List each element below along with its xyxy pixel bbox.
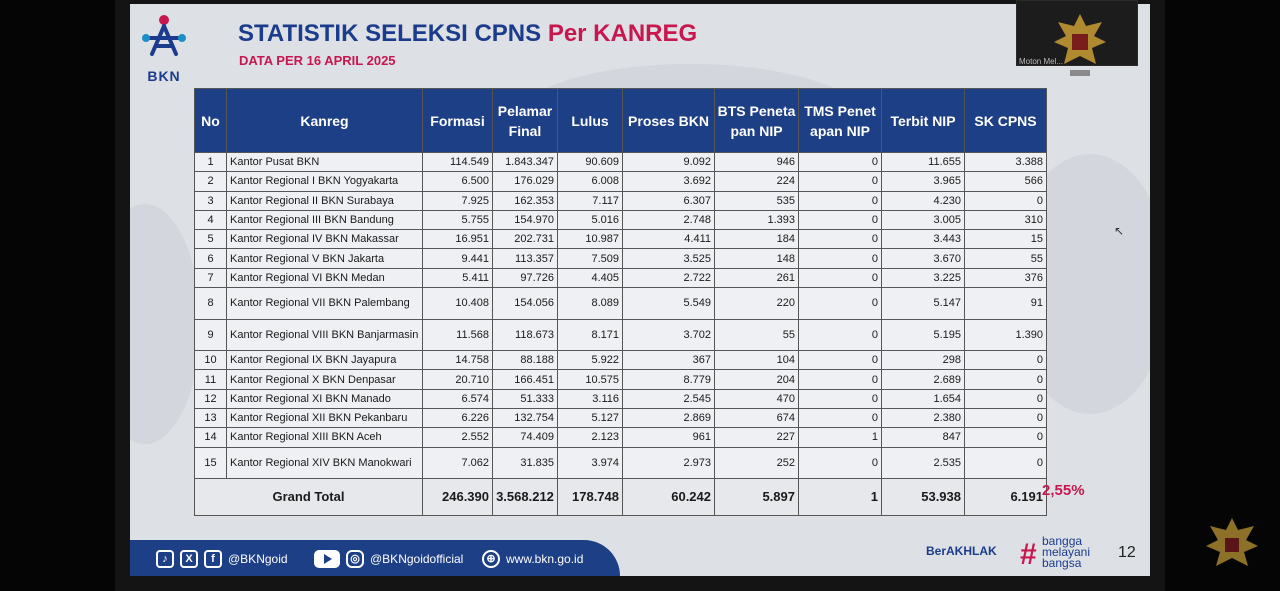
cell-lulus: 10.987 bbox=[558, 230, 623, 249]
cell-no: 3 bbox=[195, 191, 227, 210]
cell-formasi: 16.951 bbox=[423, 230, 493, 249]
header-formasi: Formasi bbox=[423, 89, 493, 153]
cell-name: Kantor Regional X BKN Denpasar bbox=[227, 370, 423, 389]
cell-tms: 1 bbox=[799, 428, 882, 447]
garuda-emblem-icon bbox=[1048, 8, 1112, 84]
cell-formasi: 11.568 bbox=[423, 319, 493, 351]
cell-pelamar: 162.353 bbox=[493, 191, 558, 210]
cell-proses: 5.549 bbox=[623, 288, 715, 320]
cell-tms: 0 bbox=[799, 370, 882, 389]
cell-bts: 224 bbox=[715, 172, 799, 191]
cell-proses: 3.702 bbox=[623, 319, 715, 351]
cell-sk: 0 bbox=[965, 408, 1047, 427]
cell-formasi: 6.226 bbox=[423, 408, 493, 427]
bangga-line-3: bangsa bbox=[1042, 556, 1082, 570]
cell-bts: 470 bbox=[715, 389, 799, 408]
instagram-icon[interactable]: ◎ bbox=[346, 550, 364, 568]
cell-proses: 367 bbox=[623, 351, 715, 370]
total-sk: 6.191 bbox=[965, 479, 1047, 516]
cell-lulus: 3.974 bbox=[558, 447, 623, 479]
header-proses: Proses BKN bbox=[623, 89, 715, 153]
social-handle-2[interactable]: @BKNgoidofficial bbox=[370, 552, 464, 566]
total-proses: 60.242 bbox=[623, 479, 715, 516]
facebook-icon[interactable]: f bbox=[204, 550, 222, 568]
cell-proses: 4.411 bbox=[623, 230, 715, 249]
cell-terbit: 3.670 bbox=[882, 249, 965, 268]
cell-proses: 2.545 bbox=[623, 389, 715, 408]
grand-total-row bbox=[195, 479, 1047, 516]
cell-lulus: 10.575 bbox=[558, 370, 623, 389]
cell-no: 6 bbox=[195, 249, 227, 268]
cell-no: 4 bbox=[195, 210, 227, 229]
slide-title-main: STATISTIK SELEKSI CPNS bbox=[238, 20, 548, 47]
table-row bbox=[195, 288, 1047, 320]
cell-no: 5 bbox=[195, 230, 227, 249]
stats-table bbox=[194, 88, 1047, 516]
cell-sk: 15 bbox=[965, 230, 1047, 249]
cell-bts: 1.393 bbox=[715, 210, 799, 229]
tiktok-icon[interactable]: ♪ bbox=[156, 550, 174, 568]
youtube-icon[interactable] bbox=[314, 550, 340, 568]
table-row bbox=[195, 447, 1047, 479]
cell-no: 14 bbox=[195, 428, 227, 447]
website-group bbox=[482, 550, 583, 568]
page-number: 12 bbox=[1118, 544, 1136, 561]
cell-pelamar: 202.731 bbox=[493, 230, 558, 249]
x-twitter-icon[interactable]: X bbox=[180, 550, 198, 568]
social-group-1 bbox=[156, 550, 288, 568]
cell-tms: 0 bbox=[799, 249, 882, 268]
cell-tms: 0 bbox=[799, 210, 882, 229]
cell-formasi: 9.441 bbox=[423, 249, 493, 268]
cell-proses: 2.722 bbox=[623, 268, 715, 287]
cell-terbit: 847 bbox=[882, 428, 965, 447]
cell-no: 12 bbox=[195, 389, 227, 408]
table-row bbox=[195, 389, 1047, 408]
cell-terbit: 1.654 bbox=[882, 389, 965, 408]
header-lulus: Lulus bbox=[558, 89, 623, 153]
header-kanreg: Kanreg bbox=[227, 89, 423, 153]
table-row bbox=[195, 319, 1047, 351]
cell-formasi: 7.925 bbox=[423, 191, 493, 210]
cell-no: 15 bbox=[195, 447, 227, 479]
cell-bts: 104 bbox=[715, 351, 799, 370]
cell-formasi: 20.710 bbox=[423, 370, 493, 389]
slide bbox=[130, 4, 1150, 576]
cell-terbit: 4.230 bbox=[882, 191, 965, 210]
cell-no: 7 bbox=[195, 268, 227, 287]
header-sk: SK CPNS bbox=[965, 89, 1047, 153]
cell-lulus: 5.922 bbox=[558, 351, 623, 370]
cell-lulus: 4.405 bbox=[558, 268, 623, 287]
table-row bbox=[195, 153, 1047, 172]
cell-tms: 0 bbox=[799, 389, 882, 408]
table-row bbox=[195, 191, 1047, 210]
cell-lulus: 6.008 bbox=[558, 172, 623, 191]
table-row bbox=[195, 210, 1047, 229]
cell-pelamar: 154.056 bbox=[493, 288, 558, 320]
cell-name: Kantor Pusat BKN bbox=[227, 153, 423, 172]
cell-tms: 0 bbox=[799, 268, 882, 287]
total-tms: 1 bbox=[799, 479, 882, 516]
cell-name: Kantor Regional V BKN Jakarta bbox=[227, 249, 423, 268]
cell-proses: 2.748 bbox=[623, 210, 715, 229]
cell-pelamar: 1.843.347 bbox=[493, 153, 558, 172]
cell-pelamar: 132.754 bbox=[493, 408, 558, 427]
cell-formasi: 5.755 bbox=[423, 210, 493, 229]
cell-pelamar: 97.726 bbox=[493, 268, 558, 287]
table-row bbox=[195, 370, 1047, 389]
cell-no: 2 bbox=[195, 172, 227, 191]
cell-bts: 220 bbox=[715, 288, 799, 320]
cell-pelamar: 51.333 bbox=[493, 389, 558, 408]
cell-formasi: 6.500 bbox=[423, 172, 493, 191]
cell-lulus: 8.089 bbox=[558, 288, 623, 320]
cell-pelamar: 166.451 bbox=[493, 370, 558, 389]
cell-sk: 55 bbox=[965, 249, 1047, 268]
table-row bbox=[195, 268, 1047, 287]
cell-pelamar: 31.835 bbox=[493, 447, 558, 479]
total-pelamar: 3.568.212 bbox=[493, 479, 558, 516]
cell-no: 1 bbox=[195, 153, 227, 172]
cell-bts: 674 bbox=[715, 408, 799, 427]
map-background bbox=[130, 204, 200, 444]
cell-terbit: 2.689 bbox=[882, 370, 965, 389]
cell-lulus: 7.509 bbox=[558, 249, 623, 268]
cell-name: Kantor Regional VII BKN Palembang bbox=[227, 288, 423, 320]
cell-pelamar: 176.029 bbox=[493, 172, 558, 191]
cell-no: 10 bbox=[195, 351, 227, 370]
cell-bts: 946 bbox=[715, 153, 799, 172]
total-formasi: 246.390 bbox=[423, 479, 493, 516]
hashtag-icon: # bbox=[1020, 538, 1037, 571]
cell-no: 11 bbox=[195, 370, 227, 389]
cell-tms: 0 bbox=[799, 408, 882, 427]
bangga-line-1: bangga bbox=[1042, 534, 1083, 548]
globe-icon: ⊕ bbox=[482, 550, 500, 568]
table-row bbox=[195, 408, 1047, 427]
mouse-cursor-icon: ↖ bbox=[1114, 224, 1125, 238]
cell-lulus: 8.171 bbox=[558, 319, 623, 351]
header-no: No bbox=[195, 89, 227, 153]
cell-bts: 148 bbox=[715, 249, 799, 268]
table-row bbox=[195, 249, 1047, 268]
cell-sk: 0 bbox=[965, 351, 1047, 370]
cell-terbit: 3.005 bbox=[882, 210, 965, 229]
side-percentage: 2,55% bbox=[1042, 482, 1085, 499]
cell-no: 9 bbox=[195, 319, 227, 351]
cell-formasi: 6.574 bbox=[423, 389, 493, 408]
cell-proses: 2.973 bbox=[623, 447, 715, 479]
cell-bts: 55 bbox=[715, 319, 799, 351]
cell-formasi: 10.408 bbox=[423, 288, 493, 320]
total-lulus: 178.748 bbox=[558, 479, 623, 516]
cell-name: Kantor Regional XI BKN Manado bbox=[227, 389, 423, 408]
cell-tms: 0 bbox=[799, 288, 882, 320]
cell-terbit: 5.147 bbox=[882, 288, 965, 320]
cell-formasi: 14.758 bbox=[423, 351, 493, 370]
slide-subtitle: DATA PER 16 APRIL 2025 bbox=[239, 53, 396, 68]
table-row bbox=[195, 230, 1047, 249]
garuda-watermark-icon bbox=[1200, 512, 1264, 576]
bkn-logo bbox=[138, 10, 190, 84]
cell-sk: 0 bbox=[965, 191, 1047, 210]
cell-lulus: 5.016 bbox=[558, 210, 623, 229]
berakhlak-logo: BerAKHLAK bbox=[926, 544, 997, 558]
table-row bbox=[195, 172, 1047, 191]
cell-pelamar: 113.357 bbox=[493, 249, 558, 268]
cell-terbit: 298 bbox=[882, 351, 965, 370]
total-label: Grand Total bbox=[195, 479, 423, 516]
cell-sk: 0 bbox=[965, 370, 1047, 389]
cell-terbit: 3.965 bbox=[882, 172, 965, 191]
cell-sk: 566 bbox=[965, 172, 1047, 191]
cell-sk: 3.388 bbox=[965, 153, 1047, 172]
cell-terbit: 3.443 bbox=[882, 230, 965, 249]
cell-terbit: 11.655 bbox=[882, 153, 965, 172]
cell-name: Kantor Regional II BKN Surabaya bbox=[227, 191, 423, 210]
cell-proses: 9.092 bbox=[623, 153, 715, 172]
social-handle-1[interactable]: @BKNgoid bbox=[228, 552, 288, 566]
cell-bts: 204 bbox=[715, 370, 799, 389]
cell-sk: 91 bbox=[965, 288, 1047, 320]
header-bts: BTS Penetapan NIP bbox=[715, 89, 799, 153]
cell-pelamar: 154.970 bbox=[493, 210, 558, 229]
cell-tms: 0 bbox=[799, 153, 882, 172]
cell-bts: 184 bbox=[715, 230, 799, 249]
cell-tms: 0 bbox=[799, 447, 882, 479]
cell-terbit: 3.225 bbox=[882, 268, 965, 287]
cell-formasi: 5.411 bbox=[423, 268, 493, 287]
slide-title-accent: Per KANREG bbox=[547, 20, 698, 47]
cell-lulus: 5.127 bbox=[558, 408, 623, 427]
cell-name: Kantor Regional IV BKN Makassar bbox=[227, 230, 423, 249]
cell-name: Kantor Regional VI BKN Medan bbox=[227, 268, 423, 287]
cell-name: Kantor Regional XIV BKN Manokwari bbox=[227, 447, 423, 479]
cell-formasi: 114.549 bbox=[423, 153, 493, 172]
cell-sk: 376 bbox=[965, 268, 1047, 287]
cell-name: Kantor Regional XII BKN Pekanbaru bbox=[227, 408, 423, 427]
cell-lulus: 2.123 bbox=[558, 428, 623, 447]
cell-sk: 0 bbox=[965, 389, 1047, 408]
table-row bbox=[195, 351, 1047, 370]
cell-proses: 2.869 bbox=[623, 408, 715, 427]
cell-formasi: 7.062 bbox=[423, 447, 493, 479]
cell-bts: 261 bbox=[715, 268, 799, 287]
cell-name: Kantor Regional III BKN Bandung bbox=[227, 210, 423, 229]
cell-sk: 0 bbox=[965, 428, 1047, 447]
cell-name: Kantor Regional XIII BKN Aceh bbox=[227, 428, 423, 447]
slide-title bbox=[238, 20, 697, 48]
cell-proses: 8.779 bbox=[623, 370, 715, 389]
cell-name: Kantor Regional IX BKN Jayapura bbox=[227, 351, 423, 370]
header-terbit: Terbit NIP bbox=[882, 89, 965, 153]
cell-tms: 0 bbox=[799, 191, 882, 210]
cell-no: 8 bbox=[195, 288, 227, 320]
cell-bts: 252 bbox=[715, 447, 799, 479]
cell-tms: 0 bbox=[799, 351, 882, 370]
cell-proses: 6.307 bbox=[623, 191, 715, 210]
cell-tms: 0 bbox=[799, 172, 882, 191]
cell-tms: 0 bbox=[799, 319, 882, 351]
cell-tms: 0 bbox=[799, 230, 882, 249]
cell-bts: 227 bbox=[715, 428, 799, 447]
webcam-label: Moton Mel... bbox=[1019, 57, 1064, 66]
total-terbit: 53.938 bbox=[882, 479, 965, 516]
cell-terbit: 2.380 bbox=[882, 408, 965, 427]
cell-formasi: 2.552 bbox=[423, 428, 493, 447]
cell-sk: 0 bbox=[965, 447, 1047, 479]
cell-pelamar: 118.673 bbox=[493, 319, 558, 351]
cell-pelamar: 74.409 bbox=[493, 428, 558, 447]
social-group-2 bbox=[314, 550, 463, 568]
cell-lulus: 3.116 bbox=[558, 389, 623, 408]
cell-name: Kantor Regional I BKN Yogyakarta bbox=[227, 172, 423, 191]
cell-sk: 310 bbox=[965, 210, 1047, 229]
cell-name: Kantor Regional VIII BKN Banjarmasin bbox=[227, 319, 423, 351]
bangga-line-2: melayani bbox=[1042, 545, 1091, 559]
cell-lulus: 7.117 bbox=[558, 191, 623, 210]
cell-proses: 961 bbox=[623, 428, 715, 447]
website-link[interactable]: www.bkn.go.id bbox=[506, 552, 584, 566]
cell-no: 13 bbox=[195, 408, 227, 427]
cell-proses: 3.525 bbox=[623, 249, 715, 268]
bkn-logo-text: BKN bbox=[147, 68, 181, 84]
cell-bts: 535 bbox=[715, 191, 799, 210]
table-header-row bbox=[195, 89, 1047, 153]
cell-sk: 1.390 bbox=[965, 319, 1047, 351]
cell-terbit: 2.535 bbox=[882, 447, 965, 479]
cell-pelamar: 88.188 bbox=[493, 351, 558, 370]
cell-proses: 3.692 bbox=[623, 172, 715, 191]
cell-lulus: 90.609 bbox=[558, 153, 623, 172]
table-row bbox=[195, 428, 1047, 447]
header-tms: TMS Penetapan NIP bbox=[799, 89, 882, 153]
total-bts: 5.897 bbox=[715, 479, 799, 516]
header-pelamar: Pelamar Final bbox=[493, 89, 558, 153]
cell-terbit: 5.195 bbox=[882, 319, 965, 351]
